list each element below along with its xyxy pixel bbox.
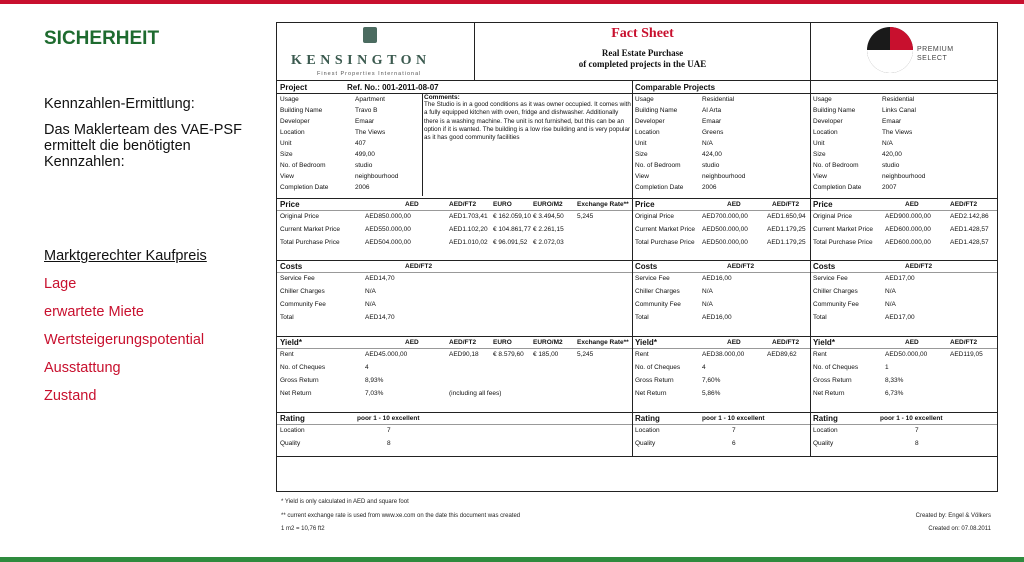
value-cell: AED1.179,25 [767,226,806,233]
section-label: Costs [813,262,836,271]
property-value: neighbourhood [355,173,399,180]
property-label: No. of Bedroom [813,162,859,169]
property-value: Al Arta [702,107,722,114]
property-label: Size [635,151,648,158]
property-value: The Views [355,129,386,136]
section-label: Rating [635,414,660,423]
property-value: 2006 [702,184,717,191]
value-cell: AED89,62 [767,351,797,358]
property-value: Emaar [355,118,375,125]
rule [810,81,811,456]
value-cell: 1 [885,364,889,371]
property-value: 499,00 [355,151,375,158]
value-cell: AED850.000,00 [365,213,411,220]
fact-sheet-title: Fact Sheet [611,26,674,41]
value-cell: AED17,00 [885,275,915,282]
vae-premium-select-logo [811,23,997,81]
value-cell: AED900.000,00 [885,213,931,220]
property-value: 2007 [882,184,897,191]
value-cell: AED1.010,02 [449,239,488,246]
property-value: The Views [882,129,913,136]
section-label: Price [813,200,833,209]
fact-sheet-subtitle: of completed projects in the UAE [578,59,707,69]
rule [277,210,997,211]
property-label: View [280,173,294,180]
property-value: Residential [702,96,735,103]
value-cell: AED45.000,00 [365,351,408,358]
property-label: Developer [813,118,843,125]
row-label: Community Fee [813,301,859,308]
fact-sheet-subtitle: Real Estate Purchase [601,48,684,58]
value-cell: AED38.000,00 [702,351,745,358]
property-label: Completion Date [280,184,329,191]
value-cell: € 2.261,15 [533,226,564,233]
ref-number: Ref. No.: 001-2011-08-07 [347,83,439,92]
value-cell: 8 [915,440,919,447]
property-value: studio [355,162,373,169]
rule [277,412,997,413]
column-header: EURO [493,339,512,346]
value-cell: 7 [387,427,391,434]
section-label: Yield* [280,338,302,347]
value-cell: AED600.000,00 [885,226,931,233]
property-label: Completion Date [813,184,862,191]
property-value: Greens [702,129,724,136]
property-label: Size [813,151,826,158]
value-cell: N/A [885,301,896,308]
value-cell: 7,03% [365,390,384,397]
column-header: AED [727,201,741,208]
property-label: Completion Date [635,184,684,191]
property-label: No. of Bedroom [280,162,326,169]
column-header: AED [405,201,419,208]
rule [277,260,997,261]
column-header: Exchange Rate** [577,201,629,208]
section-label: Project [280,83,308,92]
value-cell: AED504.000,00 [365,239,411,246]
property-label: Unit [813,140,825,147]
row-label: Current Market Price [280,226,340,233]
value-cell: 7 [915,427,919,434]
property-value: Emaar [702,118,722,125]
value-cell: 5,86% [702,390,721,397]
row-label: Service Fee [280,275,315,282]
rule [277,93,997,94]
property-value: 2006 [355,184,370,191]
value-cell: AED17,00 [885,314,915,321]
value-cell: 8,93% [365,377,384,384]
property-label: Size [280,151,293,158]
property-label: Location [813,129,838,136]
value-cell: € 96.091,52 [493,239,528,246]
value-cell: AED14,70 [365,275,395,282]
top-accent-bar [0,0,1024,4]
value-cell: AED700.000,00 [702,213,748,220]
section-label: Costs [280,262,303,271]
created-by: Created by: Engel & Völkers [915,513,991,519]
value-cell: AED90,18 [449,351,479,358]
row-label: Location [280,427,305,434]
value-cell: N/A [702,288,713,295]
row-label: Gross Return [635,377,674,384]
rule [277,336,997,337]
value-cell: AED1.703,41 [449,213,488,220]
value-cell: 6 [732,440,736,447]
value-cell: AED16,00 [702,275,732,282]
property-label: Building Name [635,107,678,114]
column-header: AED/FT2 [727,263,755,270]
row-label: No. of Cheques [635,364,681,371]
fact-sheet-header [277,23,997,81]
criteria-item: erwartete Miete [44,304,144,320]
column-header: AED/FT2 [905,263,933,270]
fact-sheet [276,22,998,532]
row-label: No. of Cheques [280,364,326,371]
property-value: neighbourhood [702,173,746,180]
row-label: Rent [280,351,294,358]
property-label: Unit [280,140,292,147]
value-cell: AED1.179,25 [767,239,806,246]
column-header: AED [905,201,919,208]
kensington-logo [277,23,475,81]
property-value: Apartment [355,96,385,103]
column-header: AED/FT2 [449,339,477,346]
row-label: Total Purchase Price [813,239,873,246]
property-value: N/A [702,140,713,147]
value-cell: AED50.000,00 [885,351,928,358]
value-cell: AED500.000,00 [702,239,748,246]
property-value: Emaar [882,118,902,125]
row-label: Service Fee [635,275,670,282]
row-label: Quality [813,440,834,447]
rule [277,198,997,199]
value-cell: AED1.428,57 [950,239,989,246]
section-label: Price [635,200,655,209]
kensington-name: KENSINGTON [291,53,431,68]
row-label: Gross Return [280,377,319,384]
section-label: Price [280,200,300,209]
property-value: 424,00 [702,151,722,158]
column-header: AED/FT2 [772,201,800,208]
value-cell: AED2.142,86 [950,213,989,220]
footnote: * Yield is only calculated in AED and square foot [281,499,409,505]
row-label: Original Price [635,213,675,220]
value-cell: N/A [885,288,896,295]
property-value: Links Canal [882,107,916,114]
value-cell: 8,33% [885,377,904,384]
value-cell: 5,245 [577,213,594,220]
rule [422,93,423,196]
property-label: Developer [635,118,665,125]
criteria-item: Marktgerechter Kaufpreis [44,248,207,264]
row-label: Original Price [813,213,853,220]
section-label: Rating [280,414,305,423]
value-cell: € 185,00 [533,351,559,358]
row-label: Service Fee [813,275,848,282]
slide-title: SICHERHEIT [44,28,160,49]
rule [277,424,997,425]
value-cell: (including all fees) [449,390,502,397]
column-header: AED [405,339,419,346]
row-label: Chiller Charges [280,288,325,295]
property-label: Usage [280,96,299,103]
property-label: No. of Bedroom [635,162,681,169]
row-label: Current Market Price [813,226,873,233]
column-header: AED/FT2 [405,263,433,270]
property-label: Building Name [280,107,323,114]
row-label: Original Price [280,213,320,220]
column-header: AED/FT2 [772,339,800,346]
section-label: Costs [635,262,658,271]
row-label: Net Return [813,390,845,397]
column-header: EURO [493,201,512,208]
value-cell: 7,60% [702,377,721,384]
property-value: 420,00 [882,151,902,158]
rule [632,81,633,456]
rule [277,456,997,457]
comments-text: The Studio is in a good conditions as it was owner occupied. It comes with a fully equipped kitchen with oven, fridge and dishwasher. Additionally there is a washing machine. The unit is not furnished, but this can be an option if it is wanted. The building is a low rise building and is very popular as it has good community facilities [424,101,631,142]
value-cell: N/A [365,301,376,308]
section-label: Rating [813,414,838,423]
row-label: Quality [280,440,301,447]
row-label: Community Fee [635,301,681,308]
row-label: Rent [813,351,827,358]
row-label: Gross Return [813,377,852,384]
column-header: AED/FT2 [950,339,978,346]
column-header: Exchange Rate** [577,339,629,346]
rating-scale: poor 1 - 10 excellent [880,415,943,422]
row-label: Current Market Price [635,226,695,233]
row-label: Quality [635,440,656,447]
criteria-item: Lage [44,276,77,292]
value-cell: € 2.072,03 [533,239,564,246]
section-label: Yield* [635,338,657,347]
column-header: AED [905,339,919,346]
row-label: Total [813,314,827,321]
value-cell: AED600.000,00 [885,239,931,246]
value-cell: AED119,05 [950,351,983,358]
bottom-accent-bar [0,557,1024,562]
rating-scale: poor 1 - 10 excellent [702,415,765,422]
value-cell: 4 [702,364,706,371]
value-cell: € 8.579,60 [493,351,524,358]
column-header: EURO/M2 [533,201,563,208]
value-cell: 7 [732,427,736,434]
property-label: View [635,173,649,180]
fact-sheet-title-block [475,23,811,81]
value-cell: AED550.000,00 [365,226,411,233]
row-label: Net Return [280,390,312,397]
row-label: Location [635,427,660,434]
row-label: Rent [635,351,649,358]
criteria-list [44,246,207,414]
description: Das Maklerteam des VAE-PSF ermittelt die benötigten Kennzahlen: [44,122,242,170]
kensington-tagline: Finest Properties International [317,71,422,77]
criteria-item: Ausstattung [44,360,121,376]
property-value: Travo B [355,107,378,114]
row-label: Net Return [635,390,667,397]
property-label: Usage [635,96,654,103]
section-label: Yield* [813,338,835,347]
value-cell: 4 [365,364,369,371]
property-value: 407 [355,140,366,147]
rule [277,348,997,349]
rule [277,272,997,273]
row-label: Location [813,427,838,434]
row-label: No. of Cheques [813,364,859,371]
value-cell: AED14,70 [365,314,395,321]
rating-scale: poor 1 - 10 excellent [357,415,420,422]
row-label: Total [280,314,294,321]
property-label: Developer [280,118,310,125]
value-cell: AED500.000,00 [702,226,748,233]
property-label: Location [280,129,305,136]
row-label: Total Purchase Price [635,239,695,246]
row-label: Total [635,314,649,321]
comments-label: Comments: [424,94,460,101]
criteria-item: Wertsteigerungspotential [44,332,205,348]
property-value: Residential [882,96,915,103]
section-label: Comparable Projects [635,83,716,92]
property-value: N/A [882,140,893,147]
criteria-item: Zustand [44,388,97,404]
property-label: Location [635,129,660,136]
property-value: studio [702,162,720,169]
value-cell: AED1.428,57 [950,226,989,233]
value-cell: 5,245 [577,351,594,358]
property-value: studio [882,162,900,169]
column-header: AED/FT2 [950,201,978,208]
value-cell: AED1.650,94 [767,213,806,220]
property-label: Building Name [813,107,856,114]
value-cell: € 162.059,10 [493,213,531,220]
column-header: EURO/M2 [533,339,563,346]
property-label: Unit [635,140,647,147]
value-cell: N/A [702,301,713,308]
row-label: Total Purchase Price [280,239,340,246]
column-header: AED/FT2 [449,201,477,208]
premium-select-text: PREMIUM SELECT [917,46,954,62]
value-cell: 8 [387,440,391,447]
property-label: Usage [813,96,832,103]
kensington-mark-icon [363,27,377,43]
value-cell: 6,73% [885,390,904,397]
footnote: 1 m2 = 10,76 ft2 [281,526,325,532]
value-cell: € 104.861,77 [493,226,531,233]
property-value: neighbourhood [882,173,926,180]
vae-mark: VAE [871,51,904,71]
subtitle: Kennzahlen-Ermittlung: [44,96,195,112]
column-header: AED [727,339,741,346]
value-cell: AED16,00 [702,314,732,321]
created-on: Created on: 07.08.2011 [928,526,991,532]
footnote: ** current exchange rate is used from www.xe.com on the date this document was created [281,513,521,519]
value-cell: € 3.494,50 [533,213,564,220]
value-cell: N/A [365,288,376,295]
row-label: Chiller Charges [813,288,858,295]
value-cell: AED1.102,20 [449,226,488,233]
row-label: Chiller Charges [635,288,680,295]
row-label: Community Fee [280,301,326,308]
property-label: View [813,173,827,180]
